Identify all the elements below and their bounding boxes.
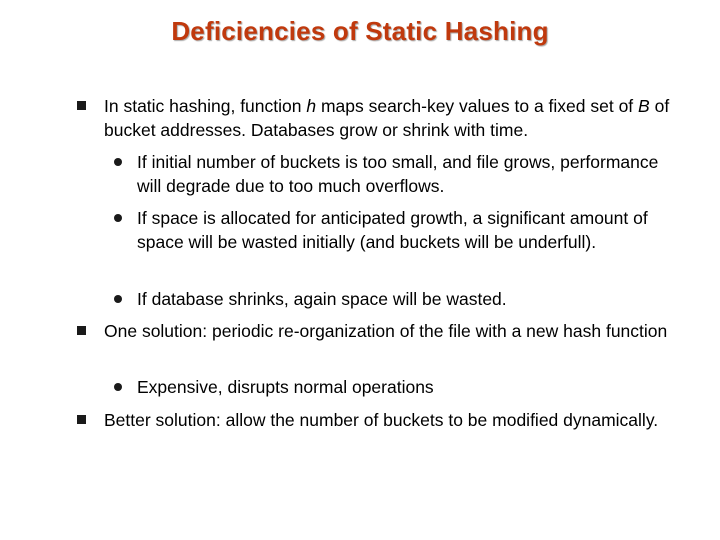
square-bullet-icon: [77, 101, 86, 110]
round-bullet-icon: [114, 295, 122, 303]
round-bullet-icon: [114, 383, 122, 391]
round-bullet-icon: [114, 214, 122, 222]
bullet-static-hashing: [104, 94, 674, 142]
bullet-text: In static hashing, function h maps search-key values to a fixed set of B of bucket addresses. Databases grow or shrink with time.: [104, 96, 670, 140]
bullet-text: Better solution: allow the number of buckets to be modified dynamically.: [104, 410, 659, 430]
bullet-text: If database shrinks, again space will be wasted.: [137, 289, 507, 309]
bullet-text: If initial number of buckets is too small, and file grows, performance will degrade due to too much overflows.: [137, 152, 659, 196]
bullet-one-solution: [104, 319, 674, 343]
bullet-text: If space is allocated for anticipated growth, a significant amount of space will be wasted initially (and buckets will be underfull).: [137, 208, 648, 252]
sub-bullet-expensive: [137, 375, 677, 399]
slide-title: Deficiencies of Static Hashing: [171, 16, 549, 46]
square-bullet-icon: [77, 326, 86, 335]
square-bullet-icon: [77, 415, 86, 424]
round-bullet-icon: [114, 158, 122, 166]
bullet-text: Expensive, disrupts normal operations: [137, 377, 434, 397]
sub-bullet-too-small: [137, 150, 677, 198]
bullet-better-solution: [104, 408, 674, 432]
bullet-text: One solution: periodic re-organization of the file with a new hash function: [104, 321, 668, 341]
sub-bullet-shrinks: [137, 287, 677, 311]
sub-bullet-anticipated-growth: [137, 206, 677, 254]
